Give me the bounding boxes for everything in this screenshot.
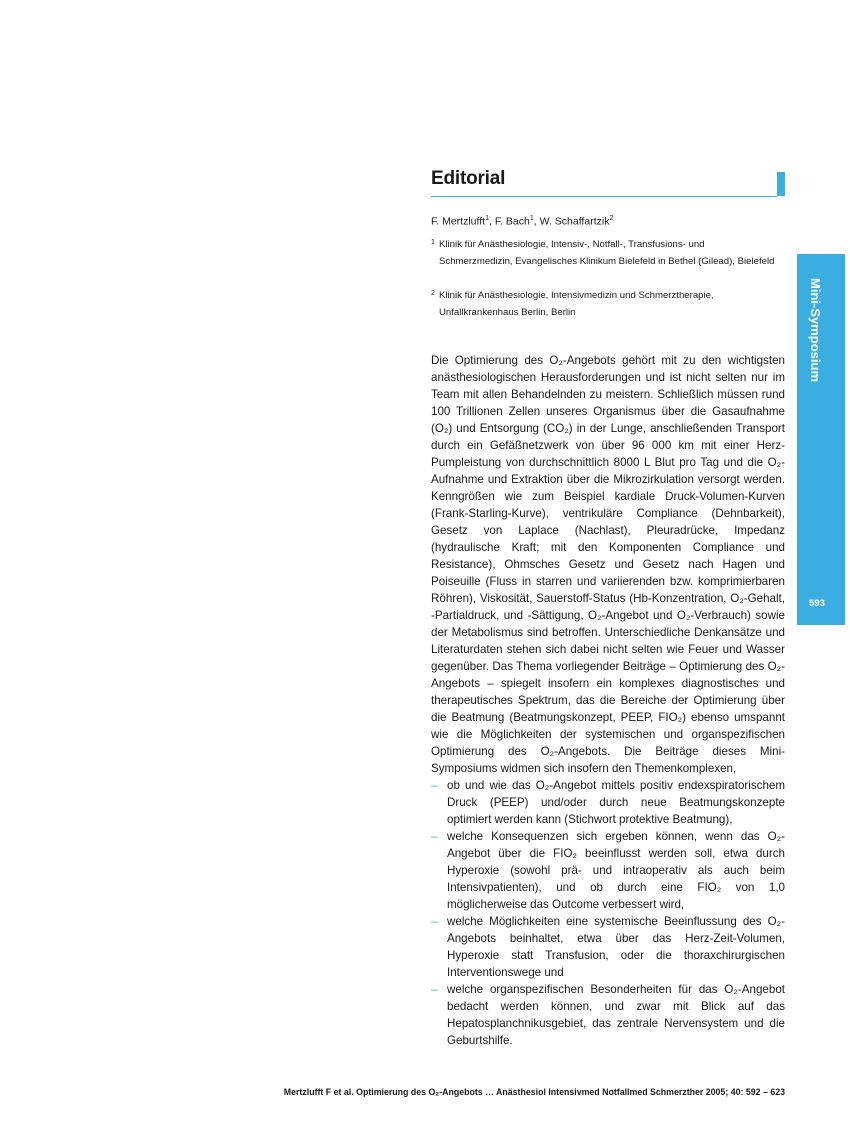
author-name: F. Bach	[494, 215, 530, 228]
affiliation-number: 2	[431, 290, 435, 297]
title-accent-tab	[777, 172, 785, 196]
author-separator: ,	[533, 215, 540, 228]
citation-footer: Mertzlufft F et al. Optimierung des O₂-Angebots … Anästhesiol Intensivmed Notfallmed Schmerzther 2005; 40: 592 – 623	[283, 1087, 785, 1097]
list-item-text: ob und wie das O₂-Angebot mittels positiv endexspiratorischem Druck (PEEP) und/oder durch neue Beatmungskonzepte optimiert werden kann (Stichwort protektive Beatmung),	[447, 779, 785, 826]
article-body	[431, 352, 785, 1049]
author-affiliation-ref: 1	[485, 215, 489, 222]
bullet-dash: –	[431, 915, 438, 928]
list-item	[431, 913, 785, 981]
author-name: W. Schaffartzik	[539, 215, 610, 228]
list-item-text: welche Möglichkeiten eine systemische Beeinflussung des O₂-Angebots beinhaltet, etwa über das Herz-Zeit-Volumen, Hyperoxie statt Transfusion, oder die thoraxchirurgischen Interventionswege und	[447, 915, 785, 979]
list-item	[431, 777, 785, 828]
author-separator: ,	[488, 215, 495, 228]
list-item	[431, 828, 785, 913]
list-item-text: welche Konsequenzen sich ergeben können, wenn das O₂-Angebot über die FIO₂ beeinflusst werden soll, etwa durch Hyperoxie (sowohl prä- und intraoperativ als auch beim Intensivpatienten), und ob durch eine FIO₂ von 1,0 möglicherweise das Outcome verbessert wird,	[447, 830, 785, 911]
affiliation	[431, 236, 779, 270]
affiliation-text: Klinik für Anästhesiologie, Intensiv-, Notfall-, Transfusions- und Schmerzmedizin, Evangelisches Klinikum Bielefeld in Bethel (Gilead), Bielefeld	[439, 239, 775, 267]
author-affiliation-ref: 1	[529, 215, 534, 222]
bullet-dash: –	[431, 983, 438, 996]
affiliation	[431, 287, 779, 321]
body-paragraph: Die Optimierung des O₂-Angebots gehört mit zu den wichtigsten anästhesiologischen Herausforderungen und ist nicht selten nur im Team mit allen Behandelnden zu meistern. Schließlich müssen rund 100 Trillionen Zellen unseres Organismus über die Gasaufnahme (O₂) und Entsorgung (CO₂) in der Lunge, anschließenden Transport durch ein Gefäßnetzwerk von über 96 000 km mit einer Herz-Pumpleistung von durchschnittlich 8000 L Blut pro Tag und die O₂-Aufnahme und Extraktion über die Mikrozirkulation versorgt werden. Kenngrößen wie zum Beispiel kardiale Druck-Volumen-Kurven (Frank-Starling-Kurve), ventrikuläre Compliance (Dehnbarkeit), Gesetz von Laplace (Nachlast), Pleuradrücke, Impedanz (hydraulische Kraft; mit den Komponenten Compliance und Resistance), Ohmsches Gesetz und Gesetz nach Hagen und Poiseuille (Fluss in starren und variierenden bzw. komprimierbaren Röhren), Viskosität, Sauerstoff-Status (Hb-Konzentration, O₂-Gehalt, -Partialdruck, und -Sättigung, O₂-Angebot und O₂-Verbrauch) sowie der Metabolismus sind betroffen. Unterschiedliche Denkansätze und Literaturdaten stehen sich dabei nicht selten wie Feuer und Wasser gegenüber. Das Thema vorliegender Beiträge – Optimierung des O₂-Angebots – spiegelt insofern ein komplexes diagnostisches und therapeutisches Spektrum, das die Bereiche der Optimierung über die Beatmung (Beatmungskonzept, PEEP, FIO₂) ebenso umspannt wie die Möglichkeiten der systemischen und organspezifischen Optimierung des O₂-Angebots. Die Beiträge dieses Mini-Symposiums widmen sich insofern den Themenkomplexen,	[431, 354, 785, 775]
sidebar-section-title: Mini-Symposium	[808, 278, 823, 383]
bullet-dash: –	[431, 830, 438, 843]
topic-list	[431, 777, 785, 1049]
author-list	[431, 215, 785, 228]
bullet-dash: –	[431, 779, 438, 792]
page-number: 593	[809, 598, 825, 609]
list-item-text: welche organspezifischen Besonderheiten für das O₂-Angebot bedacht werden können, und zwar mit Blick auf das Hepatosplanchnikusgebiet, das zentrale Nervensystem und die Geburtshilfe.	[447, 983, 785, 1047]
author-affiliation-ref: 2	[609, 215, 614, 222]
author-name: F. Mertzlufft	[431, 215, 486, 228]
article-title: Editorial	[431, 168, 506, 189]
affiliation-number: 1	[431, 239, 435, 246]
title-rule	[431, 196, 777, 197]
list-item	[431, 981, 785, 1049]
affiliation-text: Klinik für Anästhesiologie, Intensivmedizin und Schmerztherapie, Unfallkrankenhaus Berlin, Berlin	[439, 290, 714, 318]
